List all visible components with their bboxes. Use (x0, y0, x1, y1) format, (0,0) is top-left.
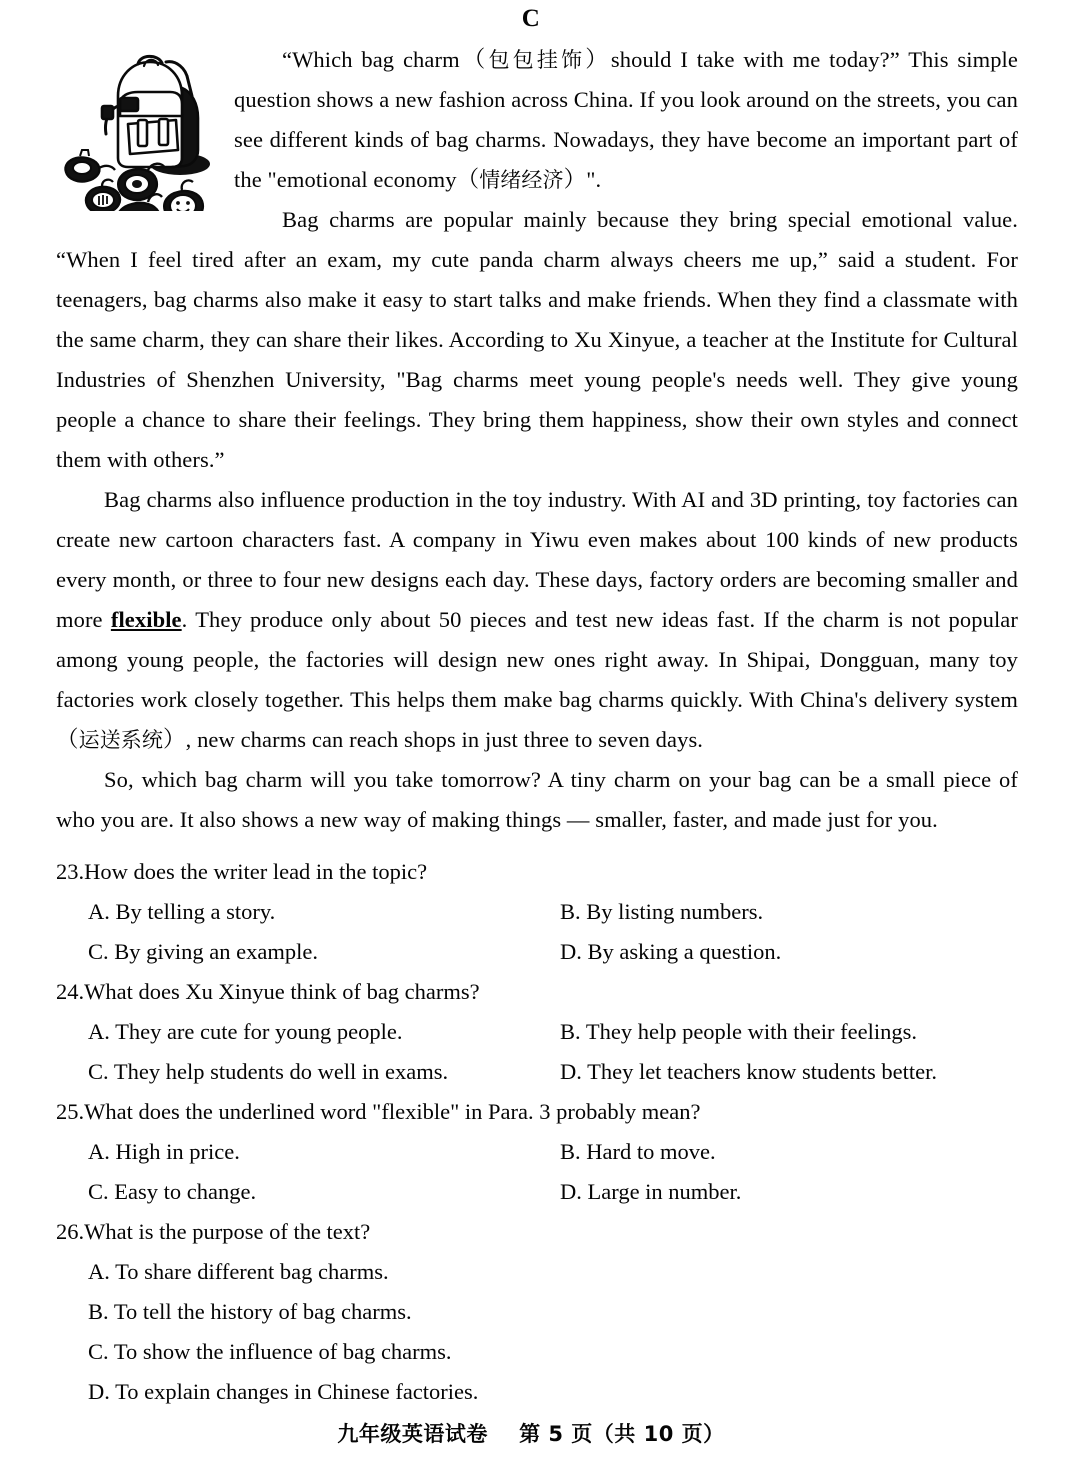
page-footer (0, 1418, 1062, 1448)
option-choice[interactable]: C. Easy to change. (88, 1179, 257, 1204)
option-choice[interactable]: C. They help students do well in exams. (88, 1059, 449, 1084)
question-stem (56, 1212, 1036, 1252)
question-text: How does the writer lead in the topic? (84, 859, 428, 884)
chinese-gloss: 运送系统 (78, 728, 164, 752)
reading-passage (56, 40, 1018, 840)
option-choice[interactable]: C. To show the influence of bag charms. (88, 1339, 452, 1364)
option-choice[interactable]: B. To tell the history of bag charms. (88, 1299, 412, 1324)
option-choice[interactable]: A. By telling a story. (88, 899, 276, 924)
question-number: 26. (56, 1219, 85, 1244)
option-row (56, 1332, 1036, 1372)
question-text: What does the underlined word "flexible" in Para. 3 probably mean? (84, 1099, 701, 1124)
option-choice[interactable]: A. High in price. (88, 1139, 240, 1164)
option-row (56, 1012, 1036, 1052)
footer-subject: 九年级英语试卷 (337, 1422, 488, 1446)
passage-paragraph-1: “Which bag charm（包包挂饰）should I take with me today?” This simple question shows a new fashion across China. If you look around on the streets, you can see different kinds of bag charms. Nowadays, they have become an important part of the "emotional economy（情绪经济）". (234, 47, 1018, 192)
option-row (56, 932, 1036, 972)
footer-page-label: 第 5 页（共 10 页） (519, 1422, 725, 1446)
option-row (56, 1132, 1036, 1172)
question-text: What does Xu Xinyue think of bag charms? (84, 979, 480, 1004)
option-row (56, 1252, 1036, 1292)
section-heading: C (521, 5, 541, 32)
option-choice[interactable]: A. To share different bag charms. (88, 1259, 389, 1284)
question-number: 25. (56, 1099, 85, 1124)
question-stem (56, 972, 1036, 1012)
option-row (56, 1172, 1036, 1212)
question-block (56, 972, 1036, 1092)
question-number: 24. (56, 979, 85, 1004)
option-choice[interactable]: B. By listing numbers. (560, 899, 764, 924)
option-choice[interactable]: C. By giving an example. (88, 939, 318, 964)
chinese-gloss: 情绪经济 (479, 168, 564, 192)
question-number: 23. (56, 859, 85, 884)
option-choice[interactable]: D. To explain changes in Chinese factories. (88, 1379, 479, 1404)
underlined-word-flexible: flexible (110, 607, 182, 632)
question-stem (56, 1092, 1036, 1132)
option-choice[interactable]: A. They are cute for young people. (88, 1019, 403, 1044)
questions-list (56, 852, 1036, 1412)
chinese-gloss: 包包挂饰 (488, 48, 586, 72)
backpack-with-bag-charms-icon (58, 46, 226, 211)
question-block (56, 852, 1036, 972)
option-choice[interactable]: D. By asking a question. (560, 939, 782, 964)
question-stem (56, 852, 1036, 892)
question-block (56, 1092, 1036, 1212)
option-choice[interactable]: B. Hard to move. (560, 1139, 716, 1164)
question-block (56, 1212, 1036, 1412)
option-row (56, 892, 1036, 932)
option-choice[interactable]: D. They let teachers know students better. (560, 1059, 937, 1084)
question-text: What is the purpose of the text? (84, 1219, 371, 1244)
passage-paragraph-4: So, which bag charm will you take tomorrow? A tiny charm on your bag can be a small piece of who you are. It also shows a new way of making things — smaller, faster, and made just for you. (56, 767, 1018, 832)
option-row (56, 1372, 1036, 1412)
passage-paragraph-3: Bag charms also influence production in the toy industry. With AI and 3D printing, toy factories can create new cartoon characters fast. A company in Yiwu even makes about 100 kinds of new products every month, or three to four new designs each day. These days, factory orders are becoming smaller and more flexible. They produce only about 50 pieces and test new ideas fast. If the charm is not popular among young people, the factories will design new ones right away. In Shipai, Dongguan, many toy factories work closely together. This helps them make bag charms quickly. With China's delivery system（运送系统）, new charms can reach shops in just three to seven days. (56, 487, 1018, 752)
option-row (56, 1052, 1036, 1092)
passage-paragraph-2: Bag charms are popular mainly because they bring special emotional value. “When I feel tired after an exam, my cute panda charm always cheers me up,” said a student. For teenagers, bag charms also make it easy to start talks and make friends. When they find a classmate with the same charm, they can share their likes. According to Xu Xinyue, a teacher at the Institute for Cultural Industries of Shenzhen University, "Bag charms meet young people's needs well. They give young people a chance to share their feelings. They bring them happiness, show their own styles and connect them with others.” (56, 207, 1018, 472)
option-choice[interactable]: D. Large in number. (560, 1179, 742, 1204)
option-choice[interactable]: B. They help people with their feelings. (560, 1019, 918, 1044)
option-row (56, 1292, 1036, 1332)
